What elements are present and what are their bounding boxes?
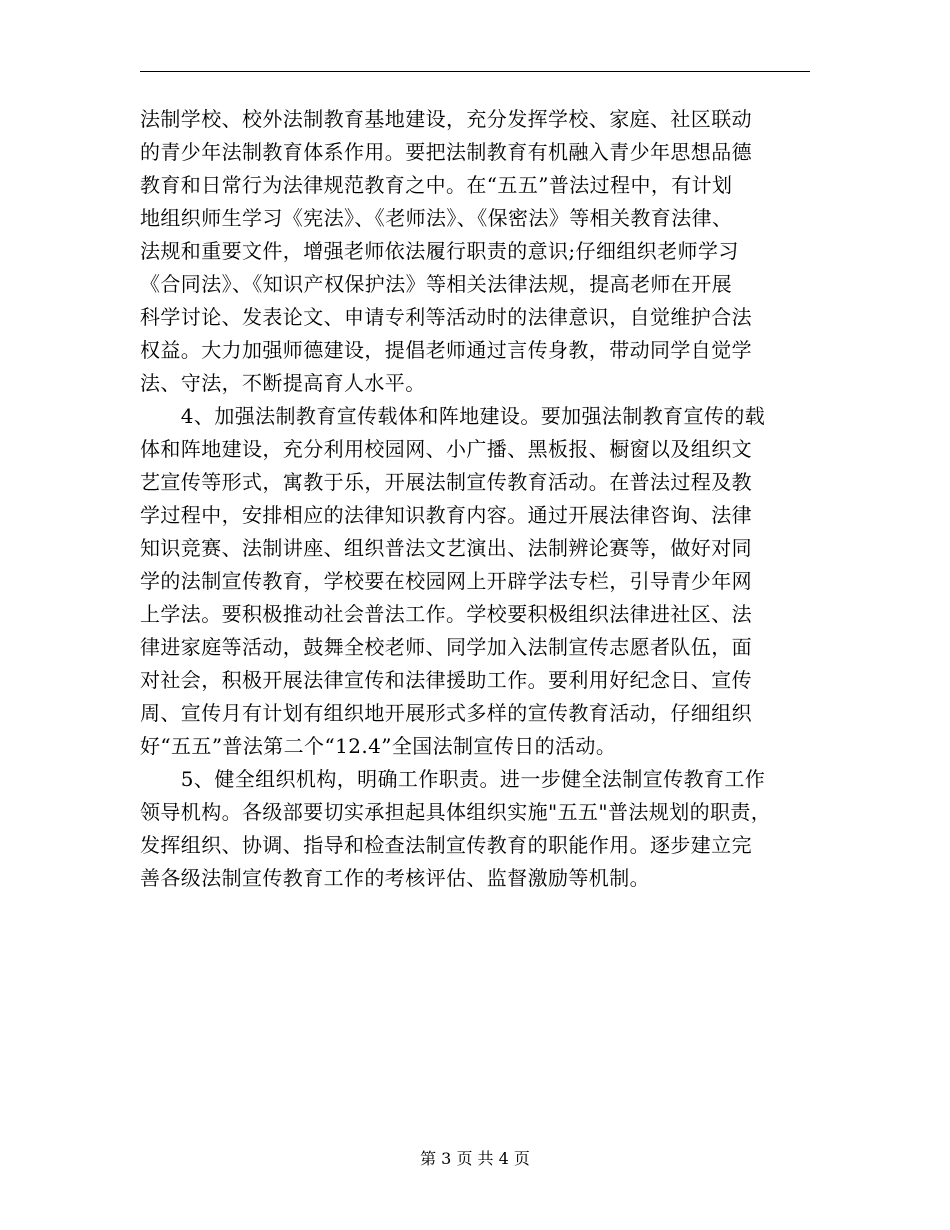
text-line: 法、守法，不断提高育人水平。 <box>140 371 426 395</box>
text-line: 善各级法制宣传教育工作的考核评估、监督激励等机制。 <box>140 866 650 890</box>
text-line: 4、加强法制教育宣传载体和阵地建设。要加强法制教育宣传的载 <box>140 404 766 428</box>
text-line: 教育和日常行为法律规范教育之中。在“五五”普法过程中，有计划 <box>140 173 733 197</box>
page-footer: 第 3 页 共 4 页 <box>420 1149 530 1168</box>
text-line: 地组织师生学习《宪法》、《老师法》、《保密法》等相关教育法律、 <box>140 206 733 230</box>
text-line: 周、宣传月有计划有组织地开展形式多样的宣传教育活动，仔细组织 <box>140 701 752 725</box>
text-line: 律进家庭等活动，鼓舞全校老师、同学加入法制宣传志愿者队伍，面 <box>140 635 752 659</box>
document-body <box>140 103 812 895</box>
text-line: 发挥组织、协调、指导和检查法制宣传教育的职能作用。逐步建立完 <box>140 833 752 857</box>
text-line: 艺宣传等形式，寓教于乐，开展法制宣传教育活动。在普法过程及教 <box>140 470 752 494</box>
text-line: 领导机构。各级部要切实承担起具体组织实施"五五"普法规划的职责， <box>140 800 772 824</box>
text-line: 科学讨论、发表论文、申请专利等活动时的法律意识，自觉维护合法 <box>140 305 752 329</box>
text-line: 对社会，积极开展法律宣传和法律援助工作。要利用好纪念日、宣传 <box>140 668 752 692</box>
text-line: 法制学校、校外法制教育基地建设，充分发挥学校、家庭、社区联动 <box>140 107 752 131</box>
text-line: 体和阵地建设，充分利用校园网、小广播、黑板报、橱窗以及组织文 <box>140 437 752 461</box>
text-line: 的青少年法制教育体系作用。要把法制教育有机融入青少年思想品德 <box>140 140 752 164</box>
text-line: 学的法制宣传教育，学校要在校园网上开辟学法专栏，引导青少年网 <box>140 569 752 593</box>
text-line: 《合同法》、《知识产权保护法》等相关法律法规，提高老师在开展 <box>140 272 732 296</box>
text-line: 好“五五”普法第二个“12.4”全国法制宣传日的活动。 <box>140 734 617 758</box>
text-line: 5、健全组织机构，明确工作职责。进一步健全法制宣传教育工作 <box>140 767 766 791</box>
header-rule <box>140 71 810 72</box>
text-line: 法规和重要文件，增强老师依法履行职责的意识;仔细组织老师学习 <box>140 239 739 263</box>
text-line: 学过程中，安排相应的法律知识教育内容。通过开展法律咨询、法律 <box>140 503 752 527</box>
text-line: 上学法。要积极推动社会普法工作。学校要积极组织法律进社区、法 <box>140 602 752 626</box>
text-line: 知识竞赛、法制讲座、组织普法文艺演出、法制辨论赛等，做好对同 <box>140 536 752 560</box>
text-line: 权益。大力加强师德建设，提倡老师通过言传身教，带动同学自觉学 <box>140 338 752 362</box>
